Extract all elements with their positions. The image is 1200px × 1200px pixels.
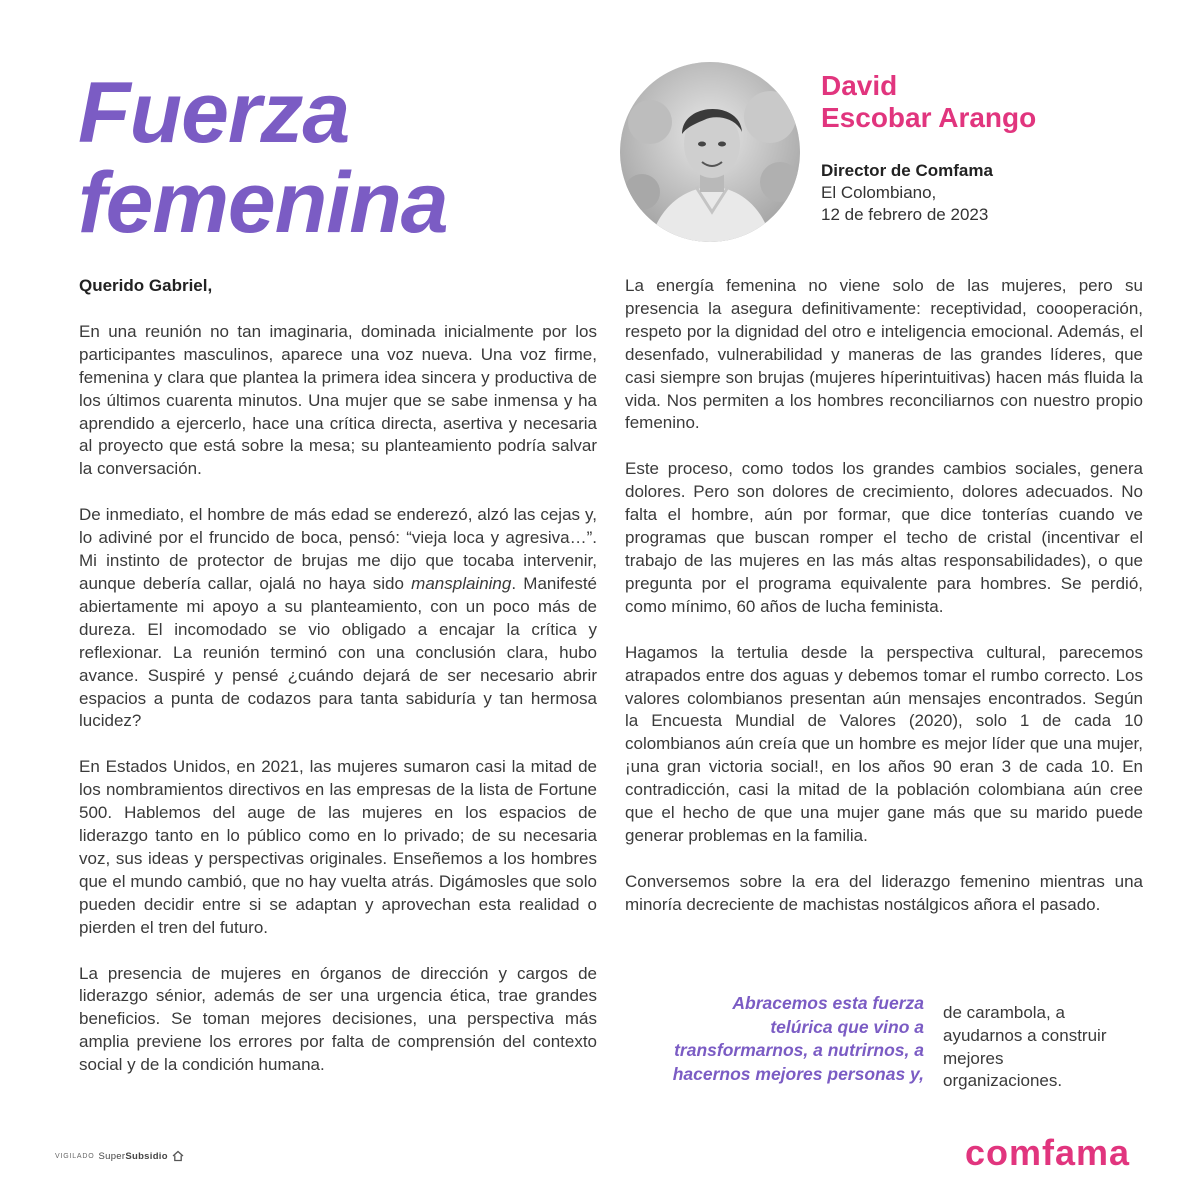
- closing-line-4: organizaciones.: [943, 1071, 1063, 1091]
- salutation: Querido Gabriel,: [79, 276, 213, 295]
- pull-quote: [622, 992, 924, 1086]
- publication-date: 12 de febrero de 2023: [821, 205, 989, 224]
- paragraph-2-emphasis: mansplaining: [411, 573, 512, 593]
- closing-line-2: ayudarnos a construir: [943, 1025, 1107, 1045]
- author-last-name: Escobar Arango: [821, 102, 1037, 133]
- paragraph-1: En una reunión no tan imaginaria, dominada inicialmente por los participantes masculinos, aparece una voz nueva. Una voz firme, femenina y clara que plantea la primera idea sincera y productiva de los últimos cuarenta minutos. Una mujer que se sabe inmensa y ha aprendido a ejercerlo, hace una crítica directa, asertiva y necesaria al proyecto que está sobre la mesa; su planteamiento podría salvar la conversación.: [79, 321, 597, 479]
- pull-quote-line-2: telúrica que vino a: [770, 1016, 924, 1037]
- paragraph-2-b: . Manifesté abiertamente mi apoyo a su planteamiento, con un poco más de dureza. El incomodado se vio obligado a encajar la crítica y reflexionar. La reunión terminó con una conclusión clara, hubo avance. Suspiré y pensé ¿cuándo dejará de ser necesario abrir espacios a punta de codazos para tanta sabiduría y tan hermosa lucidez?: [79, 573, 597, 731]
- closing-line-3: mejores: [943, 1048, 1004, 1068]
- supersubsidio-brand-a: Super: [98, 1150, 126, 1162]
- supersubsidio-brand-b: Subsidio: [125, 1150, 168, 1162]
- supersubsidio-brand: [98, 1151, 167, 1162]
- title-line-1: Fuerza: [78, 65, 350, 161]
- author-role: Director de Comfama: [821, 161, 993, 180]
- publication-name: El Colombiano,: [821, 183, 937, 202]
- portrait-illustration: [620, 62, 800, 242]
- paragraph-2-a: De inmediato, el hombre de más edad se enderezó, alzó las cejas y, lo adiviné por el fruncido de boca, pensó: “vieja loca y agresiva…”. Mi instinto de protector de brujas me dijo que tocaba intervenir, aunque debería callar, ojalá no haya sido: [79, 505, 597, 593]
- vigilado-label: VIGILADO: [55, 1152, 95, 1160]
- article-title: [78, 65, 448, 251]
- comfama-logo: comfama: [965, 1132, 1131, 1173]
- paragraph-6: Este proceso, como todos los grandes cambios sociales, genera dolores. Pero son dolores de crecimiento, dolores adecuados. No falta el hombre, aún por formar, que dice tonterías cuando ve programas que buscan romper el techo de cristal (incentivar el trabajo de las mujeres en las más altas responsabilidades), o que pregunta por el programa equivalente para hombres. Se perdió, como mínimo, 60 años de lucha feminista.: [625, 459, 1143, 616]
- supervision-badge: [55, 1150, 184, 1162]
- author-portrait: [620, 62, 800, 242]
- paragraph-2: [79, 504, 597, 733]
- paragraph-5: La energía femenina no viene solo de las mujeres, pero su presencia la asegura definitivamente: receptividad, coooperación, respeto por la dignidad del otro e inteligencia emocional. Además, el desenfado, vulnerabilidad y maneras de las grandes líderes, que casi siempre son brujas (mujeres híperintuitivas) hacen más fluida la vida. Nos permiten a los hombres reconciliarnos con nuestro propio femenino.: [625, 276, 1143, 433]
- letter-column-right: [625, 275, 1143, 940]
- paragraph-7: Hagamos la tertulia desde la perspectiva cultural, parecemos atrapados entre dos aguas y debemos tomar el rumbo correcto. Los valores colombianos presentan aún mensajes encontrados. Según la Encuesta Mundial de Valores (2020), solo 1 de cada 10 colombianos aún creía que un hombre es mejor líder que una mujer, ¡una gran victoria social!, en los años 90 eran 3 de cada 10. En contradicción, casi la mitad de la población colombiana aún cree que el hecho de que una mujer gane más que su marido puede generar problemas en la familia.: [625, 642, 1143, 845]
- pull-quote-line-1: Abracemos esta fuerza: [732, 993, 924, 1013]
- author-first-name: David: [821, 70, 898, 101]
- paragraph-4: La presencia de mujeres en órganos de dirección y cargos de liderazgo sénior, además de ser una urgencia ética, trae grandes beneficios. Se toman mejores decisiones, una perspectiva más amplia previene los errores por falta de comprensión del contexto social y de la condición humana.: [79, 963, 597, 1075]
- author-name: [821, 70, 1036, 134]
- pull-quote-line-3: transformarnos, a nutrirnos, a: [674, 1040, 924, 1060]
- closing-line-1: de carambola, a: [943, 1003, 1065, 1022]
- letter-column-left: [79, 275, 597, 1100]
- paragraph-8: Conversemos sobre la era del liderazgo femenino mientras una minoría decreciente de machistas nostálgicos añora el pasado.: [625, 871, 1143, 914]
- pull-quote-line-4: hacernos mejores personas y,: [672, 1063, 924, 1084]
- title-line-2: femenina: [78, 155, 448, 251]
- paragraph-3: En Estados Unidos, en 2021, las mujeres sumaron casi la mitad de los nombramientos directivos en las empresas de la lista de Fortune 500. Hablemos del auge de las mujeres en los espacios de liderazgo tanto en lo público como en lo privado; de su necesaria voz, sus ideas y perspectivas originales. Enseñemos a los hombres que el mundo cambió, que no hay vuelta atrás. Digámosles que solo pueden decidir entre si se adaptan y aprovechan esta realidad o pierden el tren del futuro.: [79, 757, 597, 937]
- closing-text: [943, 1002, 1143, 1093]
- house-icon: [172, 1150, 184, 1162]
- author-meta: [821, 160, 993, 226]
